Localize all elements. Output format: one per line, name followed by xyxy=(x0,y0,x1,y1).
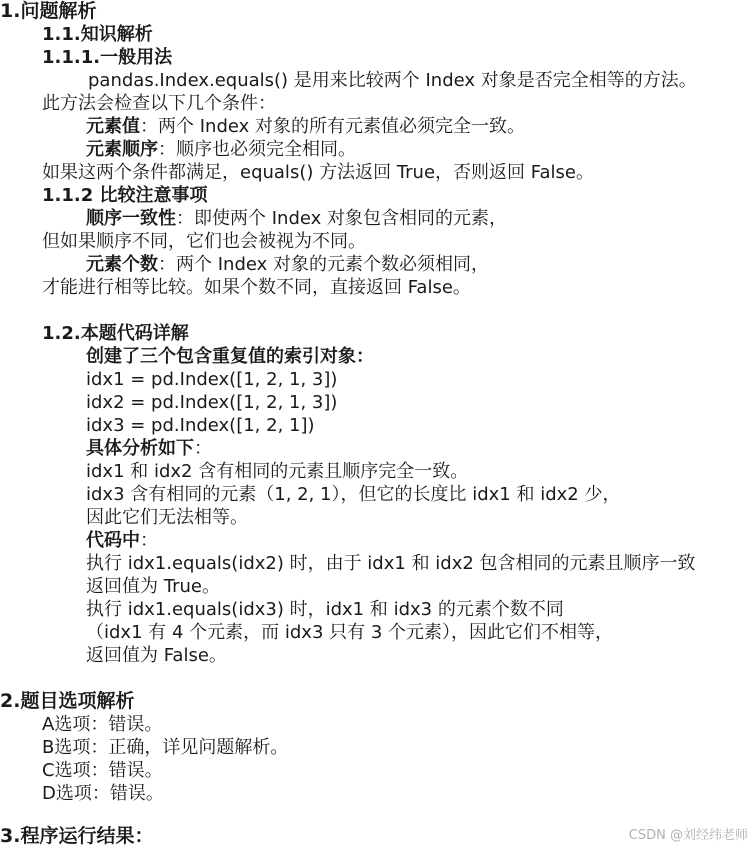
code-notes-heading xyxy=(86,529,158,552)
note-count xyxy=(86,253,489,276)
analysis-line: 因此它们无法相等。 xyxy=(86,507,248,528)
condition-element-order xyxy=(86,138,356,161)
usage-check: 此方法会检查以下几个条件： xyxy=(42,93,276,114)
option-d: D选项：错误。 xyxy=(42,783,164,804)
code-note-line: 返回值为 False。 xyxy=(86,645,227,666)
analysis-line: idx1 和 idx2 含有相同的元素且顺序完全一致。 xyxy=(86,461,469,482)
note-text: ：两个 Index 对象的元素个数必须相同， xyxy=(158,254,489,275)
code-line: idx2 = pd.Index([1, 2, 1, 3]) xyxy=(86,392,338,413)
condition-text: ：两个 Index 对象的所有元素值必须完全一致。 xyxy=(140,116,525,137)
usage-conclusion: 如果这两个条件都满足，equals() 方法返回 True，否则返回 False。 xyxy=(42,162,594,183)
code-note-line: 返回值为 True。 xyxy=(86,576,220,597)
analysis-label: 具体分析如下 xyxy=(86,438,194,459)
option-c: C选项：错误。 xyxy=(42,760,163,781)
code-line: idx3 = pd.Index([1, 2, 1]) xyxy=(86,415,315,436)
note-order-continuation: 但如果顺序不同，它们也会被视为不同。 xyxy=(42,231,366,252)
code-line: idx1 = pd.Index([1, 2, 1, 3]) xyxy=(86,369,338,390)
note-text: ：即使两个 Index 对象包含相同的元素， xyxy=(176,208,507,229)
code-note-line: 执行 idx1.equals(idx2) 时，由于 idx1 和 idx2 包含相同的元素且顺序一致 xyxy=(86,553,696,574)
code-note-line: （idx1 有 4 个元素，而 idx3 只有 3 个元素），因此它们不相等， xyxy=(86,622,614,643)
section-1-1-1-title: 1.1.1.一般用法 xyxy=(42,47,173,68)
csdn-watermark: CSDN @刘经纬老师 xyxy=(628,828,748,843)
code-notes-colon: ： xyxy=(140,530,158,551)
option-a: A选项：错误。 xyxy=(42,714,163,735)
note-order xyxy=(86,207,507,230)
note-label: 元素个数 xyxy=(86,254,158,275)
option-b: B选项：正确，详见问题解析。 xyxy=(42,737,289,758)
section-1-1-title: 1.1.知识解析 xyxy=(42,24,153,45)
condition-element-values xyxy=(86,115,525,138)
section-1-title: 1.问题解析 xyxy=(0,0,97,22)
created-heading: 创建了三个包含重复值的索引对象： xyxy=(86,346,374,367)
analysis-line: idx3 含有相同的元素（1, 2, 1），但它的长度比 idx1 和 idx2 少， xyxy=(86,484,621,505)
section-3-title: 3.程序运行结果： xyxy=(0,825,154,847)
usage-intro: pandas.Index.equals() 是用来比较两个 Index 对象是否完全相等的方法。 xyxy=(88,70,697,91)
code-note-line: 执行 idx1.equals(idx3) 时，idx1 和 idx3 的元素个数不同 xyxy=(86,599,564,620)
analysis-colon: ： xyxy=(194,438,212,459)
section-2-title: 2.题目选项解析 xyxy=(0,690,135,712)
section-1-1-2-title: 1.1.2 比较注意事项 xyxy=(42,185,208,206)
condition-label: 元素值 xyxy=(86,116,140,137)
code-notes-label: 代码中 xyxy=(86,530,140,551)
note-count-continuation: 才能进行相等比较。如果个数不同，直接返回 False。 xyxy=(42,277,471,298)
condition-label: 元素顺序 xyxy=(86,139,158,160)
analysis-heading xyxy=(86,437,212,460)
note-label: 顺序一致性 xyxy=(86,208,176,229)
section-1-2-title: 1.2.本题代码详解 xyxy=(42,323,189,344)
condition-text: ：顺序也必须完全相同。 xyxy=(158,139,356,160)
